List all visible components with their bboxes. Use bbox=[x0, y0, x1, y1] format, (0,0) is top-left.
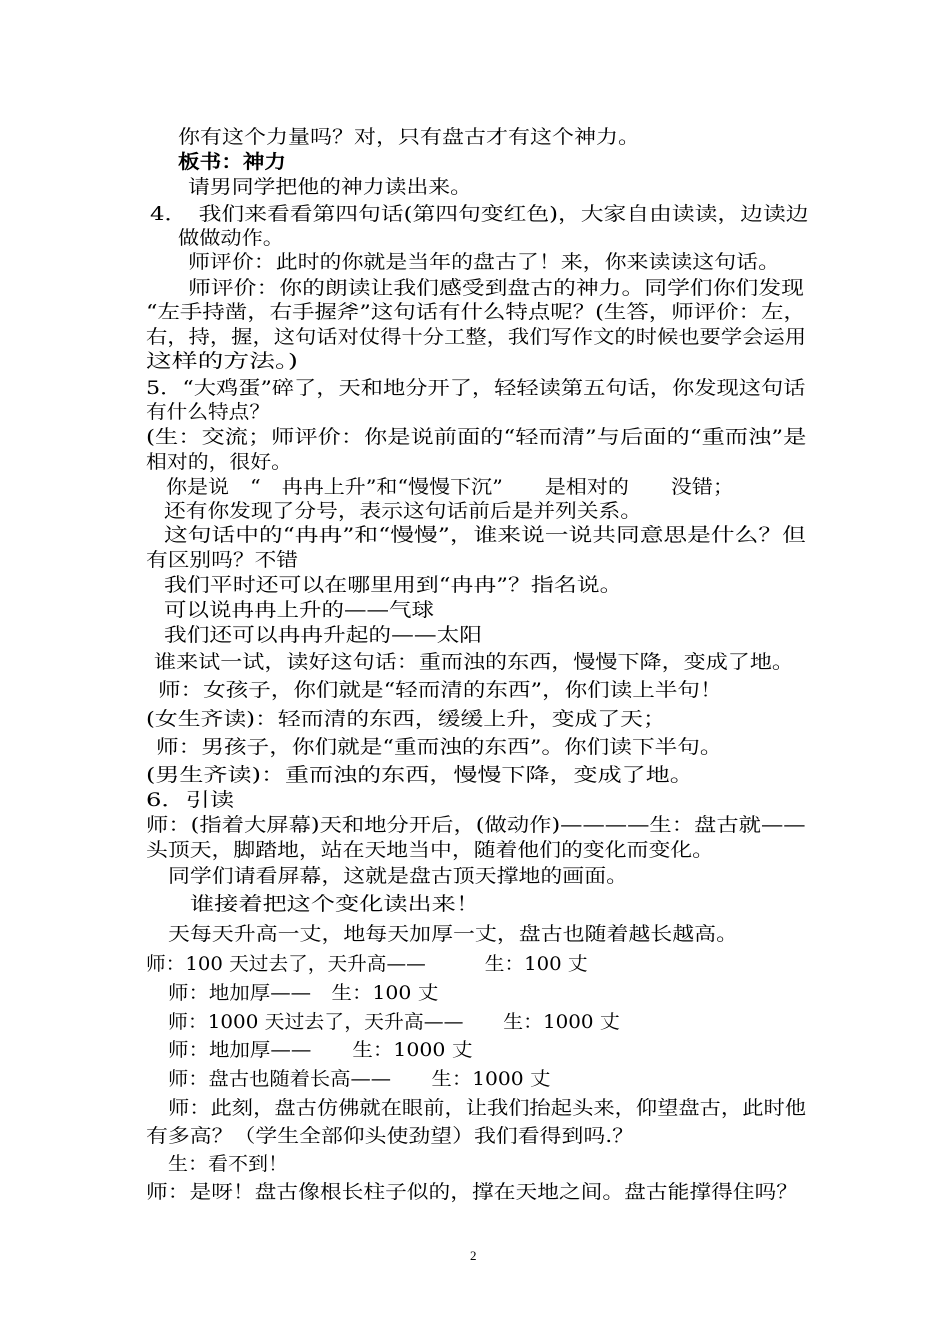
text-line: 做做动作。 bbox=[178, 227, 285, 249]
text-line: (生：交流；师评价：你是说前面的“轻而清”与后面的“重而浊”是 bbox=[146, 426, 807, 448]
text-line: 师评价：你的朗读让我们感受到盘古的神力。同学们你们发现 bbox=[188, 277, 805, 299]
text-line: 右，持，握，这句话对仗得十分工整，我们写作文的时候也要学会运用 bbox=[146, 326, 807, 348]
text-line: 师：1000 天过去了，天升高—— 生：1000 丈 bbox=[168, 1011, 620, 1033]
page-number: 2 bbox=[470, 1248, 477, 1263]
text-line: 师：是呀！盘古像根长柱子似的，撑在天地之间。盘古能撑得住吗？ bbox=[146, 1181, 799, 1203]
text-line: 可以说冉冉上升的——气球 bbox=[164, 599, 435, 621]
text-line: 还有你发现了分号，表示这句话前后是并列关系。 bbox=[164, 500, 643, 522]
text-line: 这样的方法。) bbox=[146, 350, 298, 372]
text-line: 师：女孩子，你们就是“轻而清的东西”，你们读上半句！ bbox=[158, 679, 723, 701]
text-line: 6．引读 bbox=[146, 789, 235, 811]
text-line: 天每天升高一丈，地每天加厚一丈，盘古也随着越长越高。 bbox=[168, 923, 739, 945]
text-line: 师：100 天过去了，天升高—— 生：100 丈 bbox=[146, 953, 588, 975]
text-line: 我们平时还可以在哪里用到“冉冉”？指名说。 bbox=[164, 574, 623, 596]
text-line: 谁接着把这个变化读出来！ bbox=[190, 893, 481, 915]
text-line: 师：此刻，盘古仿佛就在眼前，让我们抬起头来，仰望盘古，此时他 bbox=[168, 1097, 807, 1119]
text-line: 有什么特点？ bbox=[146, 401, 271, 423]
text-line: 师：男孩子，你们就是“重而浊的东西”。你们读下半句。 bbox=[156, 736, 723, 758]
text-line: (女生齐读)：轻而清的东西，缓缓上升，变成了天； bbox=[146, 708, 666, 730]
board-note: 板书：神力 bbox=[178, 151, 287, 173]
text-line: 4． 我们来看看第四句话(第四句变红色)，大家自由读读，边读边 bbox=[150, 203, 809, 225]
text-line: (男生齐读)：重而浊的东西，慢慢下降，变成了地。 bbox=[146, 764, 694, 786]
text-line: “左手持凿，右手握斧”这句话有什么特点呢？(生答，师评价：左， bbox=[146, 301, 806, 323]
text-line: 头顶天，脚踏地，站在天地当中，随着他们的变化而变化。 bbox=[146, 839, 715, 861]
text-line: 5．“大鸡蛋”碎了，天和地分开了，轻轻读第五句话，你发现这句话 bbox=[146, 377, 806, 399]
text-line: 师：(指着大屏幕)天和地分开后，(做动作)————生：盘古就—— bbox=[146, 814, 806, 836]
text-line: 师：盘古也随着长高—— 生：1000 丈 bbox=[168, 1068, 551, 1090]
text-line: 师：地加厚—— 生：1000 丈 bbox=[168, 1039, 473, 1061]
text-line: 谁来试一试，读好这句话：重而浊的东西，慢慢下降，变成了地。 bbox=[154, 651, 795, 673]
text-line: 请男同学把他的神力读出来。 bbox=[188, 176, 473, 198]
text-line: 这句话中的“冉冉”和“慢慢”，谁来说一说共同意思是什么？但 bbox=[164, 524, 806, 546]
text-line: 有多高？（学生全部仰头使劲望）我们看得到吗.？ bbox=[146, 1125, 635, 1147]
text-line: 师评价：此时的你就是当年的盘古了！来，你来读读这句话。 bbox=[188, 251, 781, 273]
text-line: 师：地加厚—— 生：100 丈 bbox=[168, 982, 439, 1004]
text-line: 相对的，很好。 bbox=[146, 451, 293, 473]
text-line: 生：看不到！ bbox=[168, 1153, 289, 1175]
text-line: 你是说 “ 冉冉上升”和“慢慢下沉” 是相对的 没错； bbox=[166, 476, 734, 498]
text-line: 我们还可以冉冉升起的——太阳 bbox=[164, 624, 483, 646]
text-line: 你有这个力量吗？对，只有盘古才有这个神力。 bbox=[178, 126, 641, 148]
text-line: 同学们请看屏幕，这就是盘古顶天撑地的画面。 bbox=[168, 865, 629, 887]
text-line: 有区别吗？不错 bbox=[146, 549, 299, 571]
